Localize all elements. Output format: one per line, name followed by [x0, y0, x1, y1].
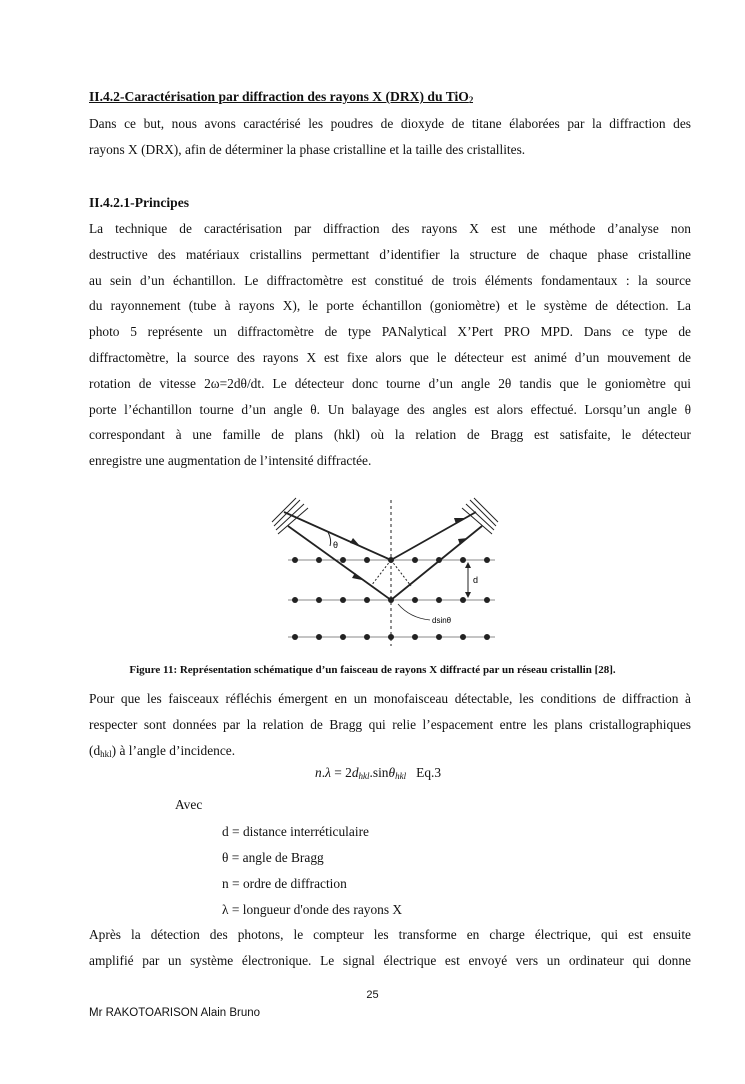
text-line: diffractomètre, la source des rayons X est fixe alors que le détecteur est animé d’un mouvement de [89, 349, 691, 365]
text-line: respecter sont données par la relation de Bragg qui relie l’espacement entre les plans cristallographiques [89, 716, 691, 732]
text-line: La technique de caractérisation par diffraction des rayons X est une méthode d’analyse non [89, 221, 691, 236]
text-line: enregistre une augmentation de l’intensité diffractée. [89, 453, 372, 469]
bragg-equation: n.λ = 2dhkl.sinθhkl Eq.3 [315, 765, 442, 781]
dsin-theta-label: dsinθ [432, 616, 452, 625]
text-line: destructive des matériaux cristallins permettant d’identifier la structure de chaque phase cristalline [89, 246, 691, 262]
definition-d: d = distance interréticulaire [222, 824, 369, 839]
text-line: amplifié par un système électronique. Le signal électrique est envoyé vers un ordinateur qui donne [89, 952, 691, 968]
reflected-beam-upper [391, 512, 476, 560]
definition-theta: θ = angle de Bragg [222, 850, 324, 865]
footer-author: Mr RAKOTOARISON Alain Bruno [89, 1007, 261, 1019]
text-line: Dans ce but, nous avons caractérisé les poudres de dioxyde de titane élaborées par la diffraction des [89, 116, 691, 131]
text-line: rotation de vitesse 2ω=2dθ/dt. Le détecteur donc tourne d’un angle 2θ tandis que le goniomètre qui [89, 375, 691, 391]
text-line: $(d_{hkl})$ à l’angle d’incidence. [89, 742, 236, 759]
incident-wavefront [272, 498, 308, 534]
theta-label: θ [333, 540, 339, 550]
figure-caption: Figure 11: Représentation schématique d’un faisceau de rayons X diffracté par un réseau cristallin [28]. [129, 664, 616, 676]
d-label: d [473, 575, 479, 585]
text-line: au sein d’un échantillon. Le diffractomètre est constitué de trois éléments fondamentaux : la source [89, 272, 691, 288]
text-line: Pour que les faisceaux réfléchis émergent en un monofaisceau détectable, les conditions de diffraction à [89, 691, 691, 706]
definition-n: n = ordre de diffraction [222, 876, 347, 891]
text-line: porte l’échantillon tourne d’un angle θ. Un balayage des angles est alors effectué. Lorsqu’un angle θ [89, 401, 691, 417]
text-line: rayons X (DRX), afin de déterminer la phase cristalline et la taille des cristallites. [89, 141, 526, 157]
section-heading: II.4.2-Caractérisation par diffraction des rayons X (DRX) du TiO$_2$ [89, 89, 474, 105]
theta-arc [328, 532, 331, 546]
text-line: Après la détection des photons, le compteur les transforme en charge électrique, qui est ensuite [89, 927, 691, 942]
text-line: du rayonnement (tube à rayons X), le porte échantillon (goniomètre) et le système de détection. La [89, 298, 691, 314]
definition-lambda: λ = longueur d'onde des rayons X [222, 902, 403, 917]
page-number: 25 [366, 989, 379, 1001]
avec-label: Avec [175, 797, 203, 812]
bragg-diffraction-figure [270, 496, 500, 648]
text-line: correspondant à une famille de plans (hkl) où la relation de Bragg est satisfaite, le détecteur [89, 427, 691, 443]
subsection-heading: II.4.2.1-Principes [89, 195, 190, 210]
intro-paragraph [89, 111, 691, 163]
equation-label: Eq.3 [416, 765, 442, 780]
closing-paragraph [89, 922, 691, 974]
dsin-leader [398, 604, 430, 620]
principles-paragraph [89, 216, 691, 474]
path-difference-left [371, 560, 391, 586]
path-difference-right [391, 560, 411, 586]
bragg-paragraph [89, 686, 691, 763]
incident-beam-upper [284, 512, 391, 560]
text-line: photo 5 représente un diffractomètre de type PANalytical X’Pert PRO MPD. Dans ce type de [89, 324, 691, 340]
